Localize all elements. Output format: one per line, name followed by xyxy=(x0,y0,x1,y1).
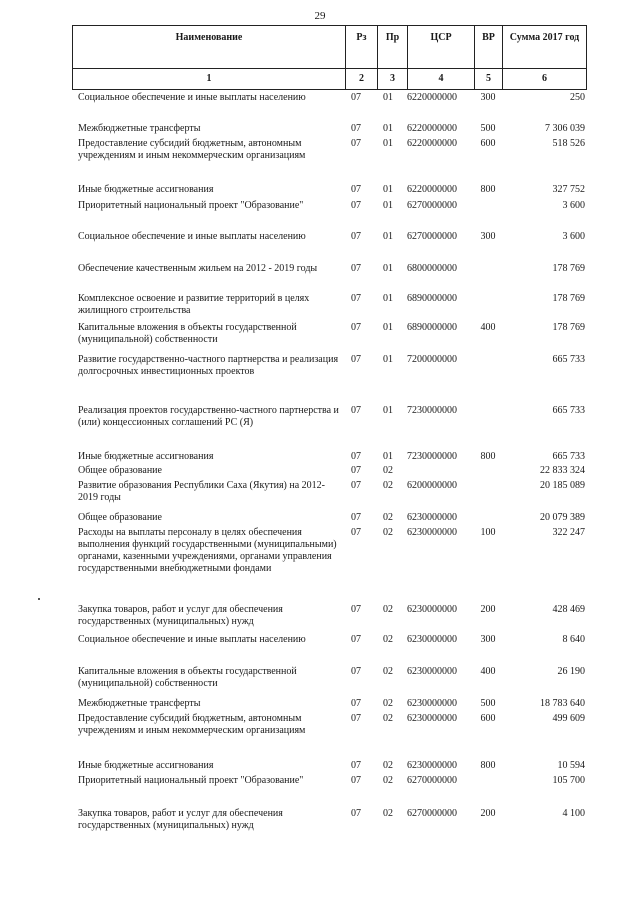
header-title-csr: ЦСР xyxy=(430,32,452,43)
row-pr: 02 xyxy=(383,480,393,491)
page-number: 29 xyxy=(314,10,326,22)
row-name: Иные бюджетные ассигнования xyxy=(78,184,214,195)
row-sum: 20 079 389 xyxy=(540,512,585,523)
row-pr: 02 xyxy=(383,634,393,645)
row-name: Закупка товаров, работ и услуг для обеспечения государственных (муниципальных) нужд xyxy=(78,808,283,831)
row-name: Приоритетный национальный проект "Образование" xyxy=(78,775,304,786)
row-pr: 01 xyxy=(383,322,393,333)
row-rz: 07 xyxy=(351,760,361,771)
row-rz: 07 xyxy=(351,451,361,462)
row-pr: 01 xyxy=(383,263,393,274)
row-sum: 250 xyxy=(570,92,585,103)
row-vr: 300 xyxy=(480,231,496,242)
row-name: Межбюджетные трансферты xyxy=(78,698,201,709)
row-pr: 01 xyxy=(383,184,393,195)
row-csr: 6270000000 xyxy=(407,775,457,786)
row-rz: 07 xyxy=(351,713,361,724)
row-sum: 3 600 xyxy=(562,200,585,211)
row-name: Социальное обеспечение и иные выплаты населению xyxy=(78,231,306,242)
row-rz: 07 xyxy=(351,604,361,615)
row-sum: 7 306 039 xyxy=(545,123,585,134)
row-rz: 07 xyxy=(351,200,361,211)
header-num-rz: 2 xyxy=(359,73,364,84)
row-name: Развитие образования Республики Саха (Якутия) на 2012-2019 годы xyxy=(78,480,326,503)
row-pr: 02 xyxy=(383,465,393,476)
row-sum: 10 594 xyxy=(557,760,585,771)
row-name: Социальное обеспечение и иные выплаты населению xyxy=(78,92,306,103)
row-csr: 7200000000 xyxy=(407,354,457,365)
row-vr: 300 xyxy=(480,92,496,103)
header-title-sum: Сумма 2017 год xyxy=(509,32,580,43)
row-csr: 6890000000 xyxy=(407,293,457,304)
row-sum: 20 185 089 xyxy=(540,480,585,491)
row-vr: 800 xyxy=(480,184,496,195)
row-sum: 327 752 xyxy=(552,184,585,195)
row-vr: 600 xyxy=(480,713,496,724)
row-rz: 07 xyxy=(351,634,361,645)
row-pr: 01 xyxy=(383,200,393,211)
row-vr: 400 xyxy=(480,322,496,333)
row-rz: 07 xyxy=(351,512,361,523)
row-sum: 499 609 xyxy=(552,713,585,724)
row-sum: 665 733 xyxy=(552,405,585,416)
row-rz: 07 xyxy=(351,123,361,134)
row-name: Капитальные вложения в объекты государственной (муниципальной) собственности xyxy=(78,666,297,689)
row-rz: 07 xyxy=(351,92,361,103)
row-name: Обеспечение качественным жильем на 2012 - 2019 годы xyxy=(78,263,318,274)
header-title-name: Наименование xyxy=(175,32,243,43)
row-sum: 665 733 xyxy=(552,451,585,462)
row-rz: 07 xyxy=(351,322,361,333)
row-pr: 01 xyxy=(383,138,393,149)
row-pr: 02 xyxy=(383,527,393,538)
header-title-vr: ВР xyxy=(482,32,495,43)
scan-speck xyxy=(38,598,40,600)
row-name: Расходы на выплаты персоналу в целях обеспечения выполнения функций государственными (муниципальными) органами, казенными учреждениями, органами управления государственными внебюджетными фондами xyxy=(78,527,337,574)
row-sum: 322 247 xyxy=(552,527,585,538)
row-csr: 6800000000 xyxy=(407,263,457,274)
row-csr: 6230000000 xyxy=(407,698,457,709)
row-name: Предоставление субсидий бюджетным, автономным учреждениям и иным некоммерческим организациям xyxy=(78,138,306,161)
row-sum: 428 469 xyxy=(552,604,585,615)
row-pr: 02 xyxy=(383,512,393,523)
header-num-vr: 5 xyxy=(486,73,491,84)
row-rz: 07 xyxy=(351,480,361,491)
row-pr: 01 xyxy=(383,123,393,134)
row-name: Капитальные вложения в объекты государственной (муниципальной) собственности xyxy=(78,322,297,345)
row-rz: 07 xyxy=(351,293,361,304)
row-vr: 500 xyxy=(480,698,496,709)
header-title-pr: Пр xyxy=(385,32,400,43)
row-csr: 6230000000 xyxy=(407,634,457,645)
row-csr: 6230000000 xyxy=(407,512,457,523)
row-rz: 07 xyxy=(351,263,361,274)
row-sum: 18 783 640 xyxy=(540,698,585,709)
row-pr: 01 xyxy=(383,293,393,304)
row-vr: 800 xyxy=(480,451,496,462)
row-name: Общее образование xyxy=(78,512,162,523)
row-sum: 178 769 xyxy=(552,322,585,333)
row-name: Приоритетный национальный проект "Образование" xyxy=(78,200,304,211)
header-num-pr: 3 xyxy=(390,73,395,84)
row-name: Межбюджетные трансферты xyxy=(78,123,201,134)
row-name: Социальное обеспечение и иные выплаты населению xyxy=(78,634,306,645)
row-csr: 6230000000 xyxy=(407,760,457,771)
row-rz: 07 xyxy=(351,138,361,149)
row-csr: 6270000000 xyxy=(407,231,457,242)
row-csr: 6200000000 xyxy=(407,480,457,491)
row-sum: 26 190 xyxy=(557,666,585,677)
row-sum: 178 769 xyxy=(552,263,585,274)
header-num-sum: 6 xyxy=(542,73,547,84)
row-rz: 07 xyxy=(351,465,361,476)
row-pr: 01 xyxy=(383,405,393,416)
row-sum: 518 526 xyxy=(552,138,585,149)
row-sum: 4 100 xyxy=(562,808,585,819)
row-vr: 400 xyxy=(480,666,496,677)
row-pr: 01 xyxy=(383,231,393,242)
row-sum: 665 733 xyxy=(552,354,585,365)
row-csr: 6230000000 xyxy=(407,666,457,677)
row-name: Иные бюджетные ассигнования xyxy=(78,451,214,462)
row-name: Иные бюджетные ассигнования xyxy=(78,760,214,771)
row-sum: 22 833 324 xyxy=(540,465,585,476)
header-title-rz: Рз xyxy=(356,32,367,43)
row-pr: 01 xyxy=(383,92,393,103)
row-rz: 07 xyxy=(351,354,361,365)
header-col-sum xyxy=(503,26,586,89)
row-csr: 6230000000 xyxy=(407,527,457,538)
row-vr: 800 xyxy=(480,760,496,771)
row-pr: 02 xyxy=(383,713,393,724)
row-rz: 07 xyxy=(351,231,361,242)
row-csr: 6270000000 xyxy=(407,808,457,819)
row-csr: 6220000000 xyxy=(407,92,457,103)
row-rz: 07 xyxy=(351,184,361,195)
header-num-name: 1 xyxy=(206,73,212,84)
row-csr: 6230000000 xyxy=(407,713,457,724)
row-name: Закупка товаров, работ и услуг для обеспечения государственных (муниципальных) нужд xyxy=(78,604,283,627)
row-name: Общее образование xyxy=(78,465,162,476)
row-sum: 3 600 xyxy=(562,231,585,242)
row-pr: 02 xyxy=(383,604,393,615)
row-csr: 6230000000 xyxy=(407,604,457,615)
row-name: Комплексное освоение и развитие территорий в целях жилищного строительства xyxy=(78,293,310,316)
row-pr: 02 xyxy=(383,698,393,709)
row-csr: 7230000000 xyxy=(407,451,457,462)
table-header xyxy=(72,25,587,90)
row-csr: 6270000000 xyxy=(407,200,457,211)
row-csr: 6220000000 xyxy=(407,123,457,134)
row-pr: 02 xyxy=(383,666,393,677)
row-pr: 02 xyxy=(383,775,393,786)
row-rz: 07 xyxy=(351,405,361,416)
row-rz: 07 xyxy=(351,698,361,709)
header-col-vr xyxy=(475,26,503,89)
row-rz: 07 xyxy=(351,808,361,819)
row-sum: 105 700 xyxy=(552,775,585,786)
row-vr: 500 xyxy=(480,123,496,134)
row-pr: 02 xyxy=(383,760,393,771)
header-col-name xyxy=(73,26,346,89)
row-sum: 8 640 xyxy=(562,634,585,645)
row-csr: 6220000000 xyxy=(407,184,457,195)
row-sum: 178 769 xyxy=(552,293,585,304)
row-vr: 300 xyxy=(480,634,496,645)
row-vr: 200 xyxy=(480,604,496,615)
row-name: Развитие государственно-частного партнерства и реализация долгосрочных инвестиционных проектов xyxy=(78,354,339,377)
row-name: Предоставление субсидий бюджетным, автономным учреждениям и иным некоммерческим организациям xyxy=(78,713,306,736)
row-csr: 6890000000 xyxy=(407,322,457,333)
row-pr: 01 xyxy=(383,451,393,462)
row-vr: 100 xyxy=(480,527,496,538)
row-rz: 07 xyxy=(351,666,361,677)
row-pr: 01 xyxy=(383,354,393,365)
row-vr: 600 xyxy=(480,138,496,149)
row-rz: 07 xyxy=(351,527,361,538)
row-csr: 6220000000 xyxy=(407,138,457,149)
row-csr: 7230000000 xyxy=(407,405,457,416)
row-pr: 02 xyxy=(383,808,393,819)
row-name: Реализация проектов государственно-частного партнерства и (или) концессионных соглашений РС (Я) xyxy=(78,405,339,428)
header-col-csr xyxy=(408,26,475,89)
header-col-pr xyxy=(378,26,408,89)
header-col-rz xyxy=(346,26,378,89)
row-rz: 07 xyxy=(351,775,361,786)
row-vr: 200 xyxy=(480,808,496,819)
header-num-csr: 4 xyxy=(438,73,444,84)
